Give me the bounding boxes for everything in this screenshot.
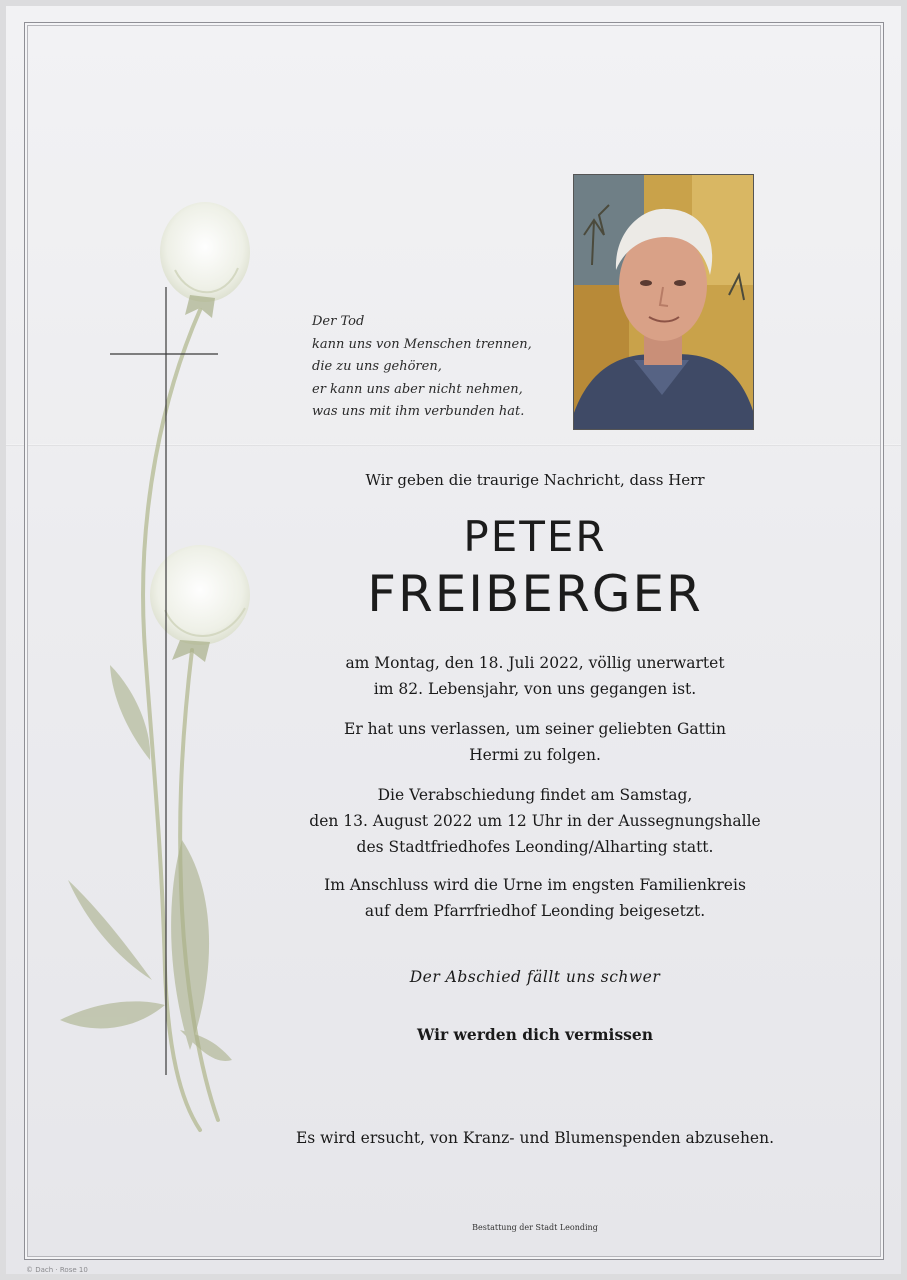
paragraph-line: Hermi zu folgen. <box>469 746 601 764</box>
deceased-last-name: FREIBERGER <box>367 565 703 623</box>
undertaker-name: Bestattung der Stadt Leonding <box>472 1223 598 1232</box>
quote-line: Der Tod <box>312 314 365 329</box>
paragraph-line: des Stadtfriedhofes Leonding/Alharting statt. <box>356 838 714 856</box>
farewell-ceremony-paragraph <box>290 782 780 860</box>
quote-line: die zu uns gehören, <box>312 359 442 374</box>
paragraph-line: den 13. August 2022 um 12 Uhr in der Aussegnungshalle <box>309 812 761 830</box>
intro-text: Wir geben die traurige Nachricht, dass Herr <box>365 471 705 489</box>
quote-line: kann uns von Menschen trennen, <box>312 336 532 352</box>
paragraph-line: Die Verabschiedung findet am Samstag, <box>377 786 693 804</box>
roses-cross-illustration <box>40 190 280 1150</box>
death-date-paragraph <box>290 650 780 702</box>
spouse-paragraph <box>290 716 780 768</box>
flower-request: Es wird ersucht, von Kranz- und Blumenspenden abzusehen. <box>295 1129 775 1147</box>
paragraph-line: Er hat uns verlassen, um seiner geliebten Gattin <box>344 720 726 738</box>
miss-you-line: Wir werden dich vermissen <box>416 1025 654 1044</box>
rose-top <box>160 202 250 318</box>
burial-paragraph <box>290 872 780 924</box>
paragraph-line: am Montag, den 18. Juli 2022, völlig unerwartet <box>345 654 725 672</box>
paragraph-line: auf dem Pfarrfriedhof Leonding beigesetzt. <box>364 902 706 920</box>
memorial-quote <box>312 311 552 424</box>
quote-line: er kann uns aber nicht nehmen, <box>312 381 523 397</box>
portrait-photo <box>573 174 754 430</box>
print-reference: © Dach · Rose 10 <box>26 1266 88 1274</box>
quote-line: was uns mit ihm verbunden hat. <box>312 404 525 419</box>
rose-leaves <box>60 665 232 1061</box>
deceased-first-name: PETER <box>463 512 607 561</box>
farewell-line: Der Abschied fällt uns schwer <box>409 968 661 986</box>
rose-lower <box>150 545 250 662</box>
portrait-photo-illustration <box>574 175 753 429</box>
paragraph-line: Im Anschluss wird die Urne im engsten Familienkreis <box>324 876 746 894</box>
paragraph-line: im 82. Lebensjahr, von uns gegangen ist. <box>373 680 697 698</box>
